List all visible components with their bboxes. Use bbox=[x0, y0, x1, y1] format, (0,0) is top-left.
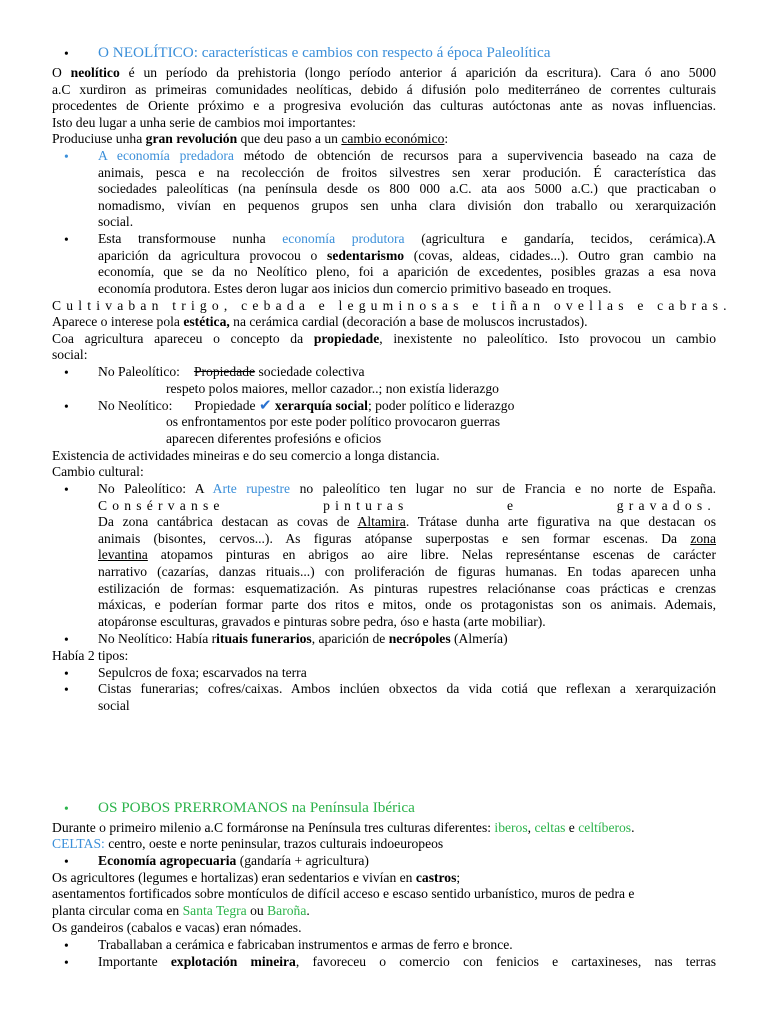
list-item-line bbox=[98, 514, 716, 531]
text: Da zona cantábrica destacan as covas de bbox=[98, 514, 358, 529]
paragraph-line: Cultivaban trigo, cebada e leguminosas e tiñan ovellas e cabras. bbox=[52, 298, 732, 313]
text: na cerámica cardial (decoración a base de moluscos incrustados). bbox=[229, 314, 588, 329]
text: animais (bisontes, cervos...). As figuras atópanse superpostas e sen formar escenas. Da bbox=[98, 531, 691, 546]
list-item-line bbox=[98, 148, 716, 165]
heading-prefix: O NEOLÍTICO: bbox=[98, 44, 198, 61]
list-item-line: animais, pesca e na recolección de froitos silvestres sen xerar produción. É característica das bbox=[98, 165, 716, 180]
text: (gandaría + agricultura) bbox=[236, 853, 369, 868]
bold-term: propiedade bbox=[313, 331, 380, 346]
list-item-line bbox=[98, 531, 716, 548]
text: Durante o primeiro milenio a.C formáronse na Península tres culturas diferentes: bbox=[52, 820, 495, 835]
text: ; bbox=[456, 870, 461, 885]
heading-prefix: OS POBOS PRERROMANOS bbox=[98, 799, 288, 816]
list-item-line: social. bbox=[98, 214, 134, 229]
list-item-line: economía, que se da no Neolítico pleno, foi a aparición de excedentes, posibles grazas a esa nova bbox=[98, 264, 716, 279]
underlined-term: zona bbox=[690, 531, 716, 546]
text: ou bbox=[246, 903, 268, 918]
bold-term: neolítico bbox=[70, 65, 120, 80]
list-item-line: máxicas, e poderían formar parte dos ritos e mitos, onde os protagonistas son os animais. Ademais, bbox=[98, 597, 716, 612]
bold-term: ituais funerarios bbox=[216, 631, 312, 646]
bullet: • bbox=[64, 801, 69, 816]
bullet: • bbox=[64, 482, 69, 497]
bullet: • bbox=[64, 46, 69, 61]
text: . Trátase dunha arte figurativa na que destacan os bbox=[405, 514, 717, 529]
section-heading-neolithic bbox=[98, 45, 716, 62]
list-item-line bbox=[98, 364, 716, 381]
text: centro, oeste e norte peninsular, trazos culturais indoeuropeos bbox=[104, 836, 444, 851]
list-item-line: sociedades paleolíticas (na península desde os 800 000 a.C. ata aos 5000 a.C.) que practicaban o bbox=[98, 181, 716, 196]
paragraph-line: procedentes de Oriente próximo e a progresiva evolución das culturas autóctonas ante as novas influencias. bbox=[52, 98, 716, 113]
list-item-line: social bbox=[98, 698, 130, 713]
list-item-line: Cistas funerarias; cofres/caixas. Ambos inclúen obxectos da vida cotiá que reflexan a xerarquización bbox=[98, 681, 716, 696]
text: (Almería) bbox=[450, 631, 508, 646]
bullet: • bbox=[64, 399, 69, 414]
list-item-line: Consérvanse pinturas e gravados. bbox=[98, 498, 716, 513]
text: aparición da agricultura provocou o bbox=[98, 248, 328, 263]
paragraph-line: Existencia de actividades mineiras e do seu comercio a longa distancia. bbox=[52, 448, 440, 463]
highlight-term: Santa Tegra bbox=[182, 903, 247, 918]
text: Produciuse unha bbox=[52, 131, 146, 146]
highlight-term: CELTAS: bbox=[52, 836, 105, 851]
paragraph-line: Había 2 tipos: bbox=[52, 648, 129, 663]
text: planta circular coma en bbox=[52, 903, 183, 918]
text: atopamos pinturas en abrigos ao aire libre. Nelas represéntanse escenas de carácter bbox=[147, 547, 716, 562]
bullet: • bbox=[64, 149, 69, 164]
highlight-term: economía produtora bbox=[282, 231, 405, 246]
text: , aparición de bbox=[311, 631, 389, 646]
bullet: • bbox=[64, 632, 69, 647]
text: , inexistente no paleolítico. Isto provocou un cambio bbox=[379, 331, 716, 346]
text: . bbox=[306, 903, 310, 918]
text: No Neolítico: bbox=[98, 398, 173, 413]
paragraph-line bbox=[52, 65, 716, 82]
paragraph-line: Isto deu lugar a unha serie de cambios moi importantes: bbox=[52, 115, 356, 130]
text: no paleolítico ten lugar no sur de Francia e no norte de España. bbox=[290, 481, 717, 496]
paragraph-line bbox=[52, 331, 716, 348]
list-item-line: estilización de formas: esquematización. As pinturas rupestres relaciónanse coas prácticas e crenzas bbox=[98, 581, 716, 596]
paragraph-line bbox=[52, 903, 716, 920]
list-item-line bbox=[98, 231, 716, 248]
bullet: • bbox=[64, 955, 69, 970]
text: (agricultura e gandaría, tecidos, cerámica).A bbox=[404, 231, 717, 246]
bold-term: xerarquía social bbox=[271, 398, 368, 413]
bold-term: gran revolución bbox=[145, 131, 238, 146]
text: Esta transformouse nunha bbox=[98, 231, 283, 246]
paragraph-line bbox=[52, 870, 716, 887]
text: sociedade colectiva bbox=[255, 364, 365, 379]
paragraph-line bbox=[52, 820, 716, 837]
bullet: • bbox=[64, 666, 69, 681]
list-item-line bbox=[98, 481, 716, 498]
text: (covas, aldeas, cidades...). Outro gran cambio na bbox=[404, 248, 716, 263]
text: Importante bbox=[98, 954, 171, 969]
text: Aparece o interese pola bbox=[52, 314, 184, 329]
list-item-line bbox=[98, 954, 716, 971]
bullet: • bbox=[64, 365, 69, 380]
highlight-term: Arte rupestre bbox=[212, 481, 291, 496]
paragraph-line bbox=[52, 314, 716, 331]
text: : bbox=[444, 131, 449, 146]
list-item-line: os enfrontamentos por este poder político provocaron guerras bbox=[166, 414, 501, 429]
text: No Paleolítico: bbox=[98, 364, 180, 379]
highlight-term: Baroña bbox=[267, 903, 307, 918]
list-item-line: atopáronse esculturas, gravados e pinturas sobre pedra, óso e hasta (arte mobiliar). bbox=[98, 614, 546, 629]
list-item-line bbox=[98, 248, 716, 265]
highlight-term: celtíberos bbox=[578, 820, 632, 835]
text: , bbox=[527, 820, 535, 835]
list-item-line: aparecen diferentes profesións e oficios bbox=[166, 431, 382, 446]
text: ; poder político e liderazgo bbox=[367, 398, 515, 413]
text: é un período da prehistoria (longo período anterior á aparición da escritura). Cara ó ano 5000 bbox=[119, 65, 716, 80]
paragraph-line: a.C xurdiron as primeiras comunidades neolíticas, debido á difusión polo mediterráneo de correntes culturais bbox=[52, 82, 716, 97]
paragraph-line bbox=[52, 836, 716, 853]
bold-term: Economía agropecuaria bbox=[98, 853, 237, 868]
list-item-line bbox=[98, 547, 716, 564]
section-heading-preroman bbox=[98, 800, 716, 817]
list-item-line: respeto polos maiores, mellor cazador..; non existía liderazgo bbox=[166, 381, 499, 396]
paragraph-line: social: bbox=[52, 347, 88, 362]
bullet: • bbox=[64, 854, 69, 869]
paragraph-line: Cambio cultural: bbox=[52, 464, 144, 479]
bullet: • bbox=[64, 232, 69, 247]
heading-suffix: características e cambios con respecto á época Paleolítica bbox=[197, 44, 551, 61]
text: Os agricultores (legumes e hortalizas) eran sedentarios e vivían en bbox=[52, 870, 416, 885]
bold-term: necrópoles bbox=[388, 631, 451, 646]
list-item-line bbox=[98, 853, 716, 870]
struck-term: Propiedade bbox=[193, 364, 256, 379]
text: . bbox=[631, 820, 635, 835]
paragraph-line: Os gandeiros (cabalos e vacas) eran nómades. bbox=[52, 920, 302, 935]
text: método de obtención de recursos para a supervivencia baseado na caza de bbox=[233, 148, 716, 163]
list-item-line bbox=[98, 398, 716, 415]
text: No Paleolítico: A bbox=[98, 481, 213, 496]
bold-term: sedentarismo bbox=[327, 248, 405, 263]
text: , favoreceu o comercio con fenicios e cartaxineses, nas terras bbox=[295, 954, 716, 969]
text: O bbox=[52, 65, 71, 80]
bold-term: castros bbox=[415, 870, 457, 885]
text: e bbox=[565, 820, 579, 835]
text: que deu paso a un bbox=[237, 131, 342, 146]
paragraph-line bbox=[52, 131, 716, 148]
text: Propiedade bbox=[194, 398, 259, 413]
heading-suffix: na Península Ibérica bbox=[287, 799, 415, 816]
text: Coa agricultura apareceu o concepto da bbox=[52, 331, 314, 346]
bullet: • bbox=[64, 938, 69, 953]
list-item-line: nomadismo, vivían en pequenos grupos sen unha clara división don traballo ou xerarquización bbox=[98, 198, 716, 213]
highlight-term: A economía predadora bbox=[98, 148, 234, 163]
underlined-term: levantina bbox=[98, 547, 148, 562]
highlight-term: celtas bbox=[534, 820, 566, 835]
bold-term: estética, bbox=[183, 314, 230, 329]
list-item-line: economía produtora. Estes deron lugar aos inicios dun comercio primitivo baseado en troques. bbox=[98, 281, 612, 296]
text: No Neolítico: Había r bbox=[98, 631, 217, 646]
list-item-line: Traballaban a cerámica e fabricaban instrumentos e armas de ferro e bronce. bbox=[98, 937, 513, 952]
highlight-term: iberos bbox=[494, 820, 528, 835]
underlined-term: Altamira bbox=[357, 514, 406, 529]
underlined-term: cambio económico bbox=[341, 131, 445, 146]
paragraph-line: asentamentos fortificados sobre montículos de difícil acceso e escaso sentido urbanístico, muros de pedra e bbox=[52, 886, 635, 901]
list-item-line bbox=[98, 631, 716, 648]
bullet: • bbox=[64, 682, 69, 697]
list-item-line: narrativo (cazarías, danzas rituais...) con proliferación de figuras humanas. En todas aparecen unha bbox=[98, 564, 716, 579]
check-mark-icon: ✔ bbox=[258, 398, 272, 414]
list-item-line: Sepulcros de foxa; escarvados na terra bbox=[98, 665, 307, 680]
bold-term: explotación mineira bbox=[170, 954, 296, 969]
